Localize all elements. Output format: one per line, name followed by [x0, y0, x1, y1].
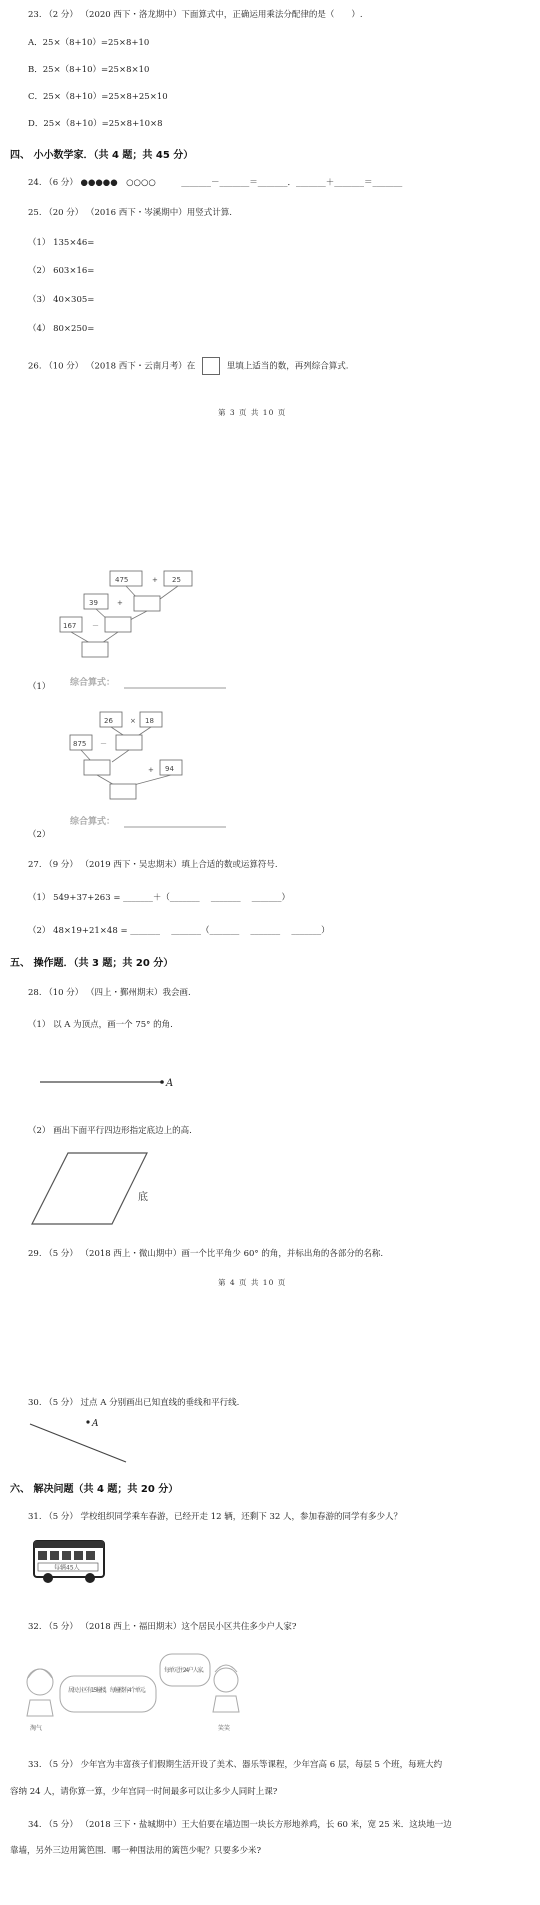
q23-option-b: B．25×（8+10）=25×8×10 — [28, 65, 150, 75]
num-18: 18 — [145, 717, 154, 725]
base-label: 底 — [138, 1192, 148, 1203]
page-number-4: 第 4 页 共 10 页 — [218, 1278, 287, 1287]
name-taoqi: 淘气 — [30, 1725, 43, 1732]
blank-box — [82, 642, 108, 657]
q27-stem: 27. （9 分） （2019 西下・吴忠期末）填上合适的数或运算符号. — [28, 860, 278, 870]
q33-line-2: 容纳 24 人，请你算一算，少年宫同一时间最多可以让多少人同时上课? — [10, 1787, 278, 1797]
q26-1-index: （1） — [28, 682, 51, 692]
blank-box — [116, 735, 142, 750]
point-a-label-2: A — [92, 1419, 99, 1429]
section-6-heading: 六、 解决问题（共 4 题；共 20 分） — [10, 1484, 179, 1495]
q23-option-c: C．25×（8+10）=25×8+25×10 — [28, 92, 168, 102]
q23-option-a: A．25×（8+10）=25×8+10 — [28, 38, 150, 48]
q34-line-2: 靠墙，另外三边用篱笆围．哪一种围法用的篱笆少呢？只要多少米? — [10, 1846, 262, 1856]
op-plus-3: + — [148, 766, 154, 774]
q26-stem-b: 里填上适当的数，再列综合算式. — [226, 361, 349, 372]
blank-box — [134, 596, 160, 611]
op-minus-2: － — [100, 740, 107, 748]
q23-stem: 23. （2 分） （2020 西下・洛龙期中）下面算式中，正确运用乘法分配律的是（ ）. — [28, 10, 363, 20]
op-plus-2: + — [117, 599, 123, 607]
bus-illustration — [32, 1537, 108, 1587]
q32-illustration — [20, 1650, 250, 1738]
ray-diagram — [40, 1072, 180, 1092]
page-number-3: 第 3 页 共 10 页 — [218, 408, 287, 417]
line-and-point-diagram — [30, 1418, 140, 1468]
q26-stem — [28, 357, 348, 375]
q26-stem-a: 26. （10 分） （2018 西下・云南月考）在 — [28, 361, 196, 372]
q23-option-d: D．25×（8+10）=25×8+10×8 — [28, 119, 163, 129]
q33-line-1: 33. （5 分） 少年宫为丰富孩子们假期生活开设了美术、器乐等课程，少年宫高 6 层，每层 5 个班，每班大约 — [28, 1760, 443, 1770]
num-875: 875 — [73, 740, 87, 748]
blank-box — [105, 617, 131, 632]
q25-item-1: （1） 135×46= — [28, 238, 95, 248]
q25-item-2: （2） 603×16= — [28, 266, 95, 276]
num-167: 167 — [63, 622, 77, 630]
bubble-1: 居民小区有15幢楼，每幢楼有4个单元。 — [68, 1687, 150, 1694]
answer-box — [202, 357, 220, 375]
q26-diagram-1 — [60, 565, 240, 700]
q26-diagram-2 — [60, 710, 240, 845]
q25-item-4: （4） 80×250= — [28, 324, 95, 334]
section-5-heading: 五、 操作题．（共 3 题；共 20 分） — [10, 958, 174, 969]
q28-stem: 28. （10 分） （四上・鄞州期末）我会画. — [28, 988, 191, 998]
bus-label: 每辆45人 — [54, 1564, 80, 1572]
blank-box — [110, 784, 136, 799]
q25-item-3: （3） 40×305= — [28, 295, 95, 305]
q28-part-2: （2） 画出下面平行四边形指定底边上的高. — [28, 1126, 192, 1136]
section-4-heading: 四、 小小数学家．（共 4 题；共 45 分） — [10, 150, 194, 161]
q27-line-2: （2） 48×19+21×48 = _______ _______（_______ _______ _______） — [28, 926, 330, 936]
q24-line: 24. （6 分） ●●●●● ○○○○ _______－_______＝_______．_______＋_______＝_______ — [28, 178, 403, 188]
q27-line-1: （1） 549+37+263 = _______＋（_______ _______ _______） — [28, 893, 291, 903]
q28-part-1: （1） 以 A 为顶点，画一个 75° 的角. — [28, 1020, 173, 1030]
q32-stem: 32. （5 分） （2018 西上・福田期末）这个居民小区共住多少户人家? — [28, 1622, 297, 1632]
op-minus: － — [92, 622, 99, 630]
q26-2-label: 综合算式： — [70, 817, 116, 827]
name-xiaoxiao: 笑笑 — [218, 1725, 231, 1732]
num-94: 94 — [165, 765, 174, 773]
q31-stem: 31. （5 分） 学校组织同学乘车春游，已经开走 12 辆，还剩下 32 人，参加春游的同学有多少人？ — [28, 1512, 402, 1522]
num-25: 25 — [172, 576, 181, 584]
q26-1-label: 综合算式： — [70, 678, 116, 688]
q26-2-index: （2） — [28, 830, 51, 840]
q29-stem: 29. （5 分） （2018 西上・微山期中）画一个比平角少 60° 的角，并标出角的各部分的名称. — [28, 1249, 384, 1259]
q34-line-1: 34. （5 分） （2018 三下・盐城期中）王大伯要在墙边围一块长方形地养鸡，长 60 米，宽 25 米．这块地一边 — [28, 1820, 452, 1830]
q25-stem: 25. （20 分） （2016 西下・岑溪期中）用竖式计算. — [28, 208, 232, 218]
num-26: 26 — [104, 717, 113, 725]
parallelogram-diagram — [30, 1150, 170, 1230]
point-a-label: A — [166, 1078, 174, 1089]
q30-stem: 30. （5 分） 过点 A 分别画出已知直线的垂线和平行线. — [28, 1398, 240, 1408]
num-39: 39 — [89, 599, 98, 607]
blank-box — [84, 760, 110, 775]
bubble-2: 每单元住24户人家。 — [164, 1667, 208, 1674]
num-475: 475 — [115, 576, 129, 584]
op-plus: + — [152, 576, 158, 584]
op-times: × — [130, 717, 136, 725]
